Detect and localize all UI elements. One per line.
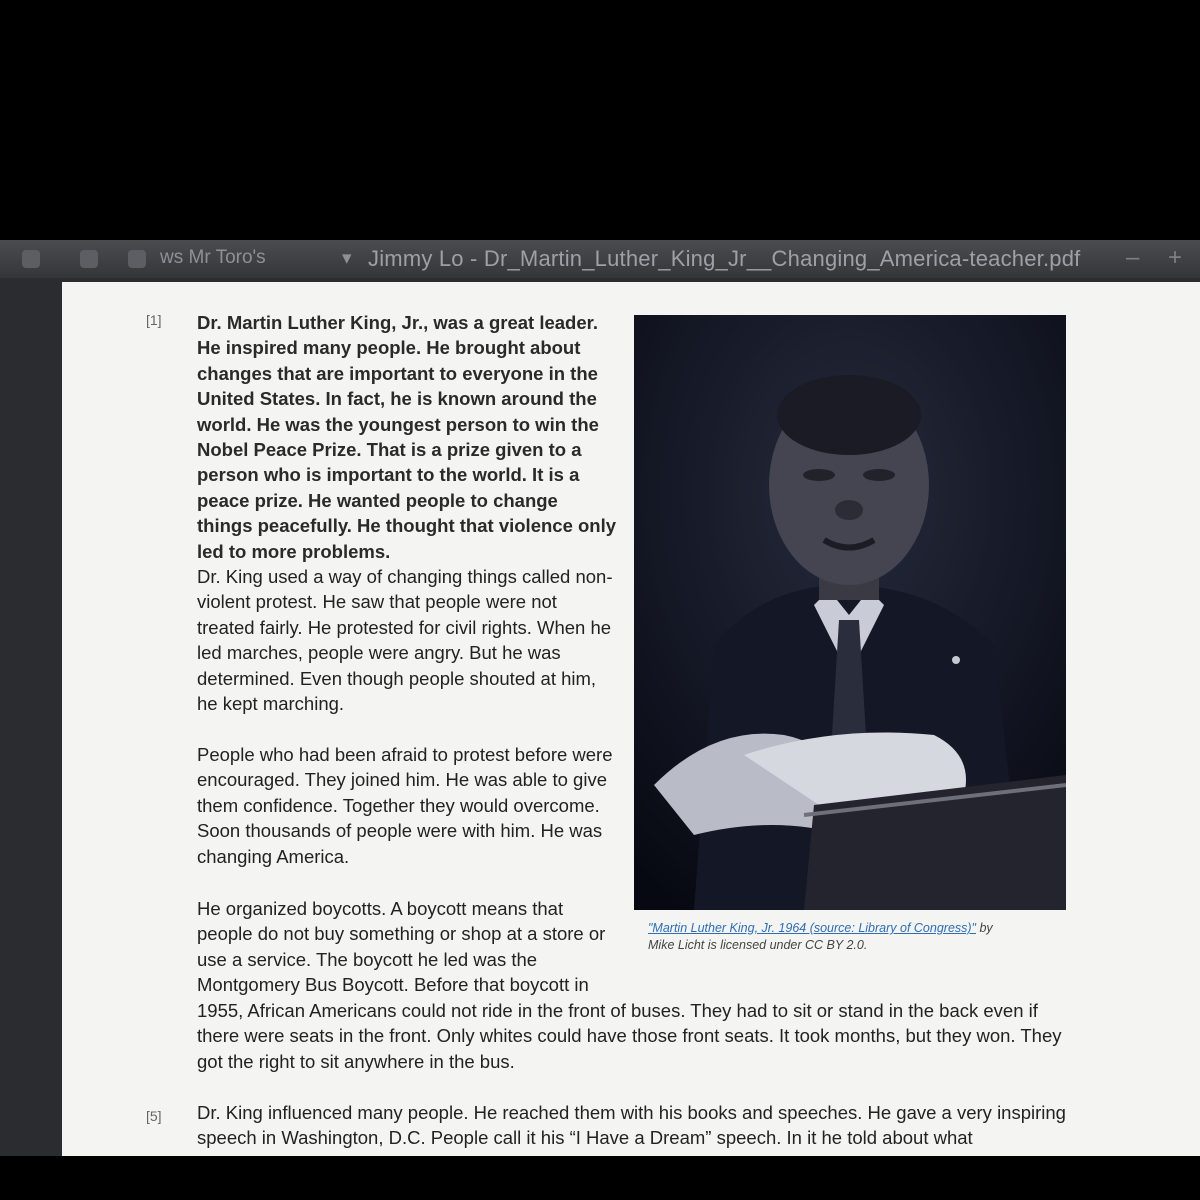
app-icon[interactable]	[22, 250, 40, 268]
paragraph-4-full: 1955, African Americans could not ride in the front of buses. They had to sit or stand in the back even if there were seats in the front. Only whites could have those front seats. It took months, but they won. They got the right to sit anywhere in the bus.	[197, 1000, 1062, 1072]
paragraph-3: People who had been afraid to protest before were encouraged. They joined him. He was able to give them confidence. Together they would overcome. Soon thousands of people were with him. He was changing America.	[197, 744, 613, 867]
toolbar-left-text[interactable]: ws Mr Toro's	[160, 247, 266, 268]
portrait-illustration	[634, 315, 1066, 910]
paragraph-number: [1]	[146, 312, 162, 328]
back-icon[interactable]	[80, 250, 98, 268]
zoom-in-button[interactable]: +	[1168, 244, 1183, 271]
paragraph-2: Dr. King used a way of changing things called non-violent protest. He saw that people were not treated fairly. He protested for civil rights. When he led marches, people were angry. But he was determined. Even though people shouted at him, he kept marching.	[197, 566, 613, 715]
viewer-toolbar	[0, 240, 1200, 278]
caption-credit: Mike Licht is licensed under CC BY 2.0.	[648, 938, 868, 952]
document-title: Jimmy Lo - Dr_Martin_Luther_King_Jr__Changing_America-teacher.pdf	[368, 246, 1081, 271]
zoom-out-button[interactable]: –	[1126, 244, 1140, 271]
pdf-page[interactable]	[62, 282, 1200, 1156]
paragraph-number: [5]	[146, 1108, 162, 1124]
globe-icon[interactable]	[128, 250, 146, 268]
paragraph-4-wrapped: He organized boycotts. A boycott means that people do not buy something or shop at a store or use a service. The boycott he led was the Montgomery Bus Boycott. Before that boycott in	[197, 898, 606, 996]
paragraph-1: Dr. Martin Luther King, Jr., was a great leader. He inspired many people. He brought about changes that are important to everyone in the United States. In fact, he is known around the world. He was the youngest person to win the Nobel Peace Prize. That is a prize given to a person who is important to the world. It is a peace prize. He wanted people to change things peacefully. He thought that violence only led to more problems.	[197, 312, 617, 562]
caption-link[interactable]: "Martin Luther King, Jr. 1964 (source: Library of Congress)"	[648, 921, 976, 935]
screen-bezel	[0, 1156, 1200, 1200]
paragraph-5: Dr. King influenced many people. He reached them with his books and speeches. He gave a very inspiring speech in Washington, D.C. People call it his “I Have a Dream” speech. In it he told about what	[197, 1102, 1066, 1149]
portrait-photo	[634, 315, 1066, 910]
photo-caption	[648, 920, 1048, 954]
caption-by: by	[976, 921, 993, 935]
dropdown-chevron-icon[interactable]: ▾	[342, 248, 352, 269]
